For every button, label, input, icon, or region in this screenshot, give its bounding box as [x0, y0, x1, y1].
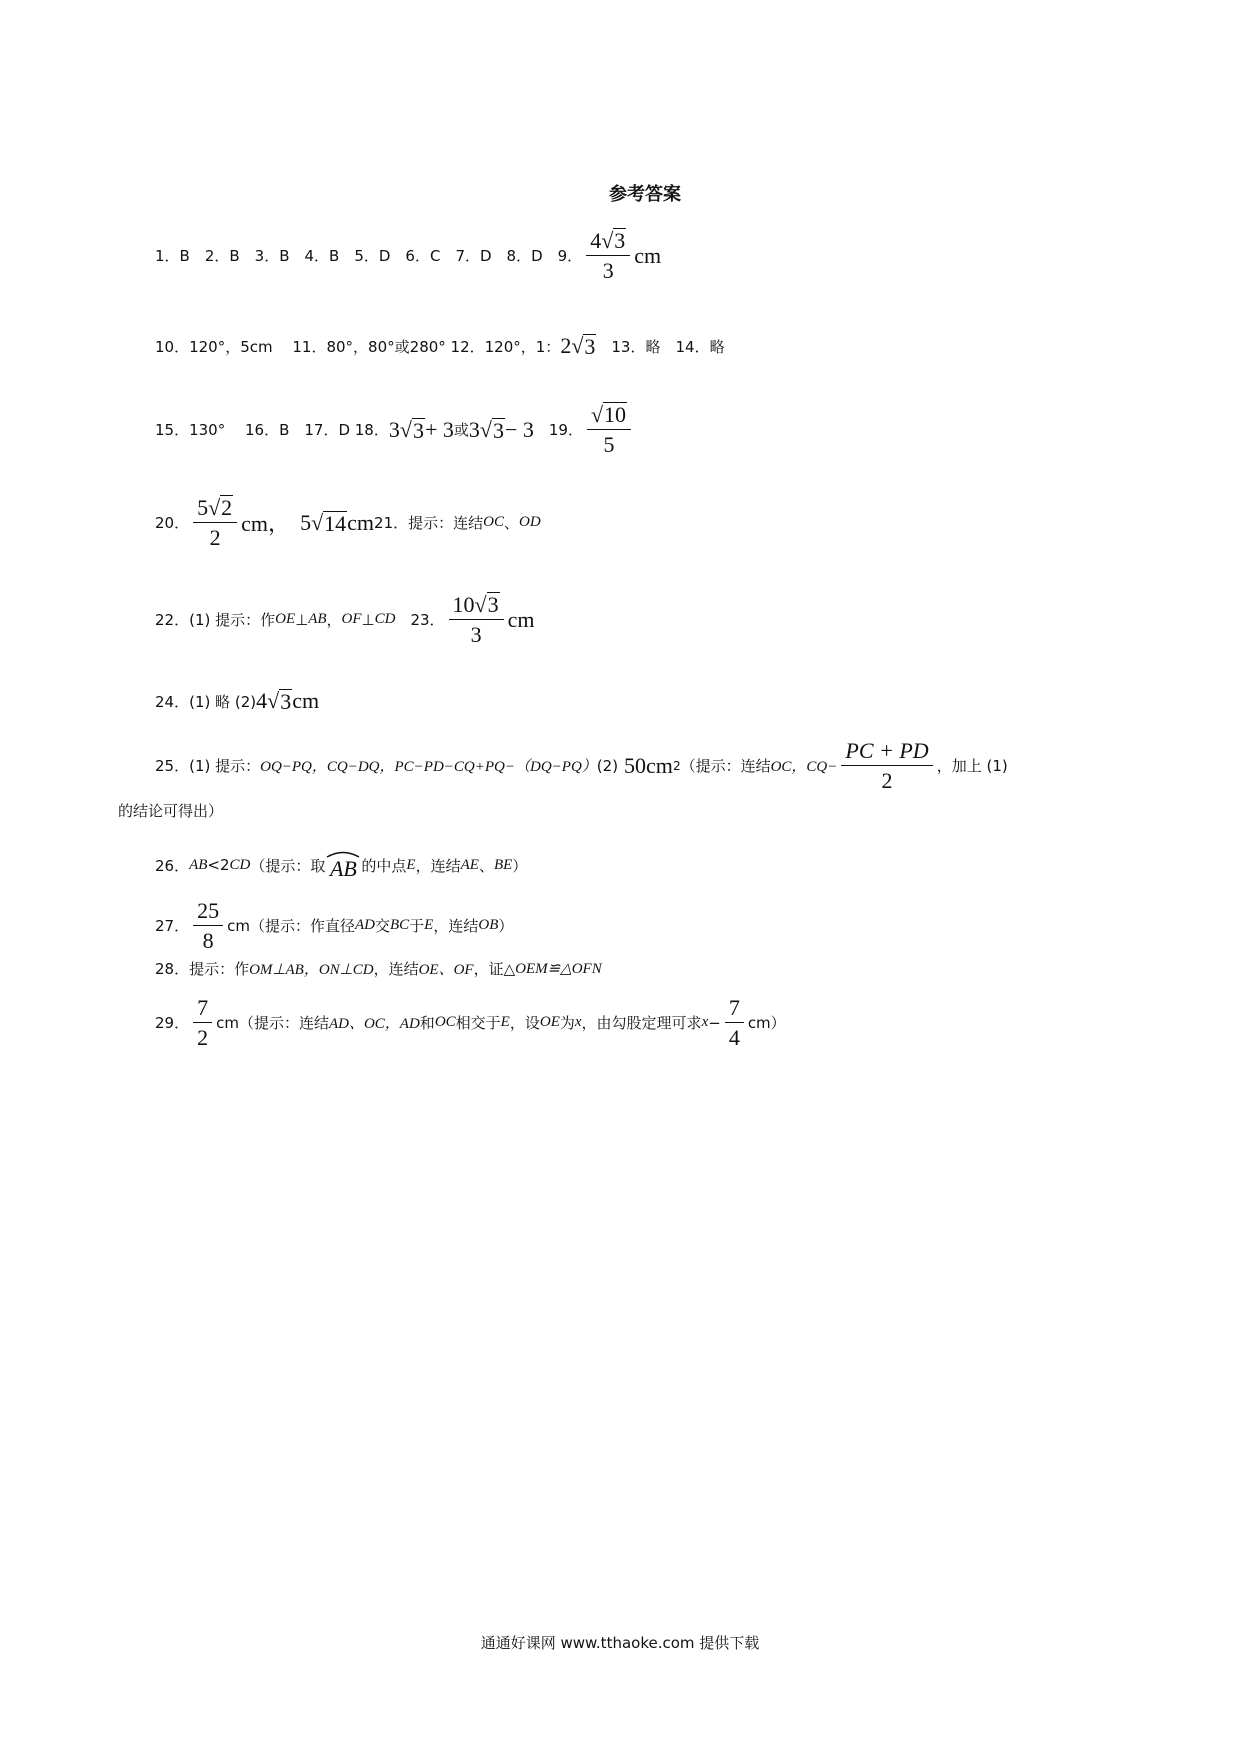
numerator: PC + PD [841, 738, 932, 766]
answer-line-5 [155, 592, 535, 648]
segment-oc: OC [434, 1014, 456, 1031]
answers-15-18: 15．130° 16．B 17．D 18． [155, 421, 389, 440]
variable-x: x [574, 1014, 582, 1031]
q28-text: ，连结 [373, 960, 419, 978]
q28-congruence: OEM≌△OFN [515, 961, 602, 977]
answer-line-2 [155, 333, 725, 359]
q25-hint-expr: OC，CQ− [770, 759, 838, 776]
sqrt-expr: √ 3 [399, 416, 424, 443]
answer-line-11 [155, 958, 602, 979]
sqrt-expr: √ 3 [479, 416, 504, 443]
sqrt-expr: √ 14 [311, 509, 347, 536]
arc-label: AB [329, 856, 357, 881]
segment-of: OF [341, 611, 362, 628]
q29-segments: AD、OC，AD [328, 1016, 420, 1033]
or-text: 或 [453, 421, 469, 440]
answer-line-7 [155, 738, 1008, 794]
denominator: 3 [602, 258, 614, 284]
coef: 3 [468, 416, 480, 442]
segment-ob: OB [478, 917, 499, 934]
answer-line-4 [155, 495, 541, 551]
answer-line-3 [155, 402, 635, 458]
numerator: 25 [193, 898, 223, 926]
answers-13-14: 13．略 14．略 [596, 337, 725, 356]
sqrt-expr: √ 3 [267, 688, 292, 714]
answer-line-8 [118, 800, 223, 821]
denominator: 3 [470, 622, 482, 648]
area-value: 50cm [624, 752, 673, 778]
q29-text: 和 [419, 1014, 435, 1033]
coef: 3 [388, 416, 400, 442]
variable-x: x [701, 1014, 709, 1031]
segment-be: BE [493, 856, 513, 873]
fraction-q19 [587, 402, 631, 458]
denominator: 2 [197, 1025, 209, 1051]
radicand: 3 [280, 688, 292, 714]
sqrt-expr: √ 2 [208, 495, 233, 521]
segment-oe: OE [275, 611, 296, 628]
q25-tail: ，加上 (1) [936, 757, 1008, 776]
q20-label: 20． [155, 514, 190, 533]
q26-hint: （提示：取 [250, 856, 326, 875]
denominator: 5 [603, 432, 615, 458]
radicand: 3 [492, 417, 504, 443]
q26-text: 的中点 [361, 856, 407, 875]
sqrt-expr: √ 3 [474, 592, 499, 618]
denominator: 2 [209, 525, 221, 551]
q29-text: 相交于 [455, 1014, 501, 1033]
numerator: 7 [725, 995, 744, 1023]
answer-line-1 [155, 228, 661, 284]
radicand: 3 [614, 228, 626, 254]
minus-term: − 3 [504, 416, 534, 442]
q26-text: ，连结 [415, 856, 461, 875]
fraction-q23 [449, 592, 504, 648]
unit: cm [634, 242, 662, 268]
segment-ab: AB [189, 856, 208, 873]
q27-text: 交 [374, 917, 390, 936]
q25-hint: （提示：连结 [680, 757, 771, 776]
coef: 4 [256, 688, 268, 713]
q28-text: ，证△ [473, 960, 516, 978]
sqrt-expr: √ 3 [601, 228, 626, 254]
fraction-q9 [586, 228, 630, 284]
q28-segments: OE、OF [418, 962, 474, 978]
radicand: 3 [584, 333, 596, 359]
q29-hint: （提示：连结 [238, 1014, 329, 1033]
q25-expression: OQ−PQ，CQ−DQ，PC−PD−CQ+PQ−（DQ−PQ） [260, 759, 597, 776]
segment-od: OD [518, 514, 541, 531]
q25-continuation: 的结论可得出） [118, 802, 224, 820]
point-e: E [500, 1014, 510, 1031]
coef: 5 [300, 509, 312, 535]
segment-oc: OC [483, 514, 504, 531]
coef: 5 [197, 495, 209, 520]
perp-symbol: ⊥ [295, 610, 309, 629]
segment-oe: OE [539, 1014, 560, 1031]
unit: cm [507, 606, 535, 632]
unit: cm [292, 688, 320, 713]
q24-label: 24．(1) 略 (2) [155, 692, 257, 711]
fraction-q29 [193, 995, 212, 1051]
inequality: <2 [207, 856, 230, 874]
radicand: 3 [487, 592, 499, 618]
q27-label: 27． [155, 917, 190, 936]
paren: ） [512, 856, 528, 875]
q29-label: 29． [155, 1014, 190, 1033]
radicand: 14 [324, 510, 347, 536]
q29-text: 为 [559, 1014, 575, 1033]
segment-ad: AD [354, 917, 375, 934]
segment-ab: AB [308, 611, 327, 628]
denominator: 4 [728, 1025, 740, 1051]
numerator: 7 [193, 995, 212, 1023]
plus-term: + 3 [424, 416, 454, 442]
q26-label: 26． [155, 856, 190, 875]
q23-label: 23． [395, 611, 445, 630]
page-footer: 通通好课网 www.tthaoke.com 提供下载 [480, 1634, 760, 1652]
answer-line-9 [155, 850, 527, 880]
sqrt-expr: √ 3 [571, 333, 596, 359]
coef: 2 [560, 333, 572, 358]
answer-line-12 [155, 995, 786, 1051]
q25-label: 25．(1) 提示： [155, 757, 261, 776]
answer-line-6 [155, 688, 319, 714]
q27-text: 于 [409, 917, 425, 936]
q27-hint: （提示：作直径 [249, 917, 355, 936]
denominator: 8 [202, 928, 214, 954]
answers-1-9: 1．B 2．B 3．B 4．B 5．D 6．C 7．D 8．D 9． [155, 247, 583, 266]
superscript: 2 [672, 758, 681, 773]
paren: ） [498, 917, 514, 936]
perp-symbol: ⊥ [361, 610, 375, 629]
point-e: E [424, 917, 434, 934]
q27-text: ，连结 [433, 917, 479, 936]
sqrt-expr: √ 10 [590, 402, 627, 428]
part-label: (2) [596, 756, 619, 775]
fraction-q25 [841, 738, 932, 794]
unit: cm， [241, 511, 291, 537]
point-e: E [406, 856, 416, 873]
answer-line-10 [155, 898, 513, 954]
fraction-q29-hint [725, 995, 744, 1051]
segment-bc: BC [389, 917, 410, 934]
fraction-q20 [193, 495, 237, 551]
unit: cm） [747, 1014, 786, 1033]
fraction-q27 [193, 898, 223, 954]
q29-text: ，设 [509, 1014, 540, 1033]
coef: 10 [452, 592, 475, 617]
unit: cm [347, 509, 375, 535]
q22-hint: 22．(1) 提示：作 [155, 611, 276, 630]
segment-cd: CD [374, 611, 396, 628]
radicand: 2 [221, 495, 233, 521]
radicand: 3 [412, 417, 424, 443]
minus-sign: − [708, 1013, 721, 1032]
page-title: 参考答案 [609, 184, 681, 205]
q29-text: ，由勾股定理可求 [581, 1014, 702, 1033]
segment-ae: AE [460, 856, 479, 873]
separator: 、 [503, 514, 519, 533]
arc-ab [325, 850, 361, 880]
q28-expression: OM⊥AB，ON⊥CD [249, 962, 374, 978]
denominator: 2 [881, 768, 893, 794]
q19-label: 19． [533, 421, 583, 440]
unit: cm [216, 1013, 239, 1032]
separator: 、 [478, 856, 494, 875]
unit: cm [227, 916, 250, 935]
q28-hint: 28．提示：作 [155, 960, 250, 978]
coef: 4 [590, 228, 602, 253]
answers-10-12: 10．120°，5cm 11．80°，80°或280° 12．120°，1： [155, 337, 561, 356]
separator: ， [326, 611, 342, 630]
radicand: 10 [604, 402, 627, 428]
q21-hint: 21．提示：连结 [374, 514, 484, 533]
segment-cd: CD [229, 856, 251, 873]
